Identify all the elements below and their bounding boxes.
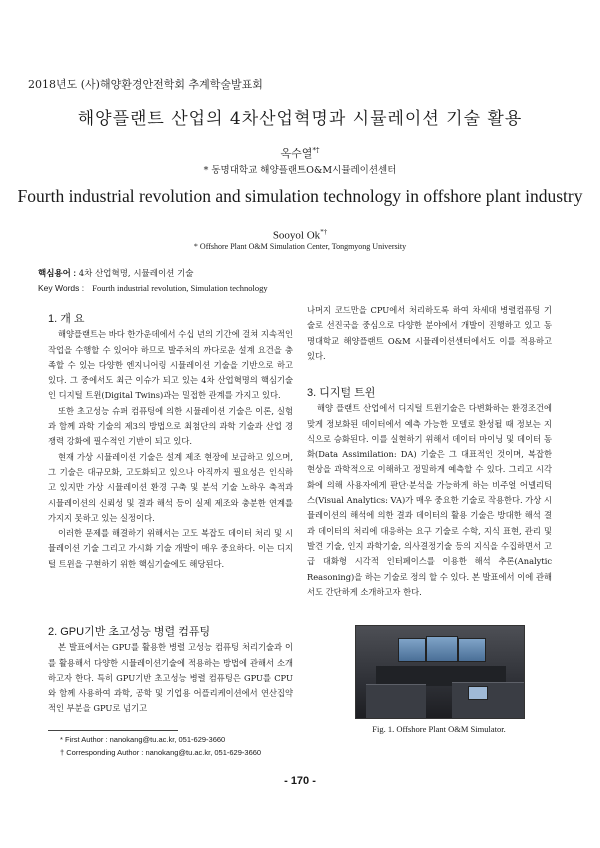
keywords-korean-label: 핵심용어 : xyxy=(38,268,77,278)
console-panel-right xyxy=(452,682,524,719)
paragraph: 해양플랜트는 바다 한가운데에서 수십 년의 기간에 걸쳐 지속적인 작업을 수행할 수 있어야 하므로 발주처의 까다로운 설계 요건을 충족할 수 있는 다양한 엔지니어링 시뮬레이션 기술을 기반으로 하고 있다. 그 중에서도 최근 이슈가 되고 있는 4차 산업혁명의 핵심기술인 디지털 트윈(Digital Twins)과는 밀접한 관계를 가지고 있다. xyxy=(48,329,293,401)
section-introduction xyxy=(48,312,293,572)
section-heading: 1. 개 요 xyxy=(48,313,85,325)
screen-right xyxy=(458,638,486,662)
author-korean xyxy=(0,145,600,161)
section-heading: 2. GPU기반 초고성능 병렬 컴퓨팅 xyxy=(48,626,211,638)
paragraph: 이러한 문제를 해결하기 위해서는 고도 복잡도 데이터 처리 및 시뮬레이션 기술 그리고 가시화 기술 개발이 매우 중요하다. 이는 디지털 트윈을 구현하기 위한 핵심기술에도 해당된다. xyxy=(48,528,293,569)
keywords-english-label: Key Words : xyxy=(38,283,85,293)
section-gpu-continuation xyxy=(307,303,552,364)
paragraph: 본 발표에서는 GPU를 활용한 병렬 고성능 컴퓨팅 처리기술과 이를 활용해서 다양한 시뮬레이션기술에 적용하는 방법에 관해서 소개하고자 한다. 특히 GPU기반 초고성능 병렬 컴퓨팅은 GPU를 CPU와 함께 사용하여 과학, 공학 및 기업용 어플리케이션에서 연산집약적인 부분을 GPU로 넘기고 xyxy=(48,642,293,714)
section-gpu-computing xyxy=(48,625,293,717)
footnote-corresponding-author: † Corresponding Author : nanokang@tu.ac.kr, 051-629-3660 xyxy=(60,747,262,757)
section-digital-twin xyxy=(307,386,552,600)
author-english xyxy=(0,228,600,242)
keywords-korean-text: 4차 산업혁명, 시뮬레이션 기술 xyxy=(78,269,194,279)
console-monitor xyxy=(468,686,488,700)
conference-header: 2018년도 (사)해양환경안전학회 추계학술발표회 xyxy=(28,78,263,91)
affiliation-english: * Offshore Plant O&M Simulation Center, Tongmyong University xyxy=(193,242,407,251)
author-korean-name: 옥수열 xyxy=(280,147,313,160)
keywords-english xyxy=(38,281,268,296)
footnote-first-author: * First Author : nanokang@tu.ac.kr, 051-629-3660 xyxy=(60,735,226,744)
paragraph: 나머지 코드만을 CPU에서 처리하도록 하여 차세대 병렬컴퓨팅 기술로 선진국을 중심으로 다양한 분야에서 개발이 진행하고 있고 동명대학교 해양플랜트 O&M 시뮬레이션센터에서도 이를 적용하고 있다. xyxy=(307,305,552,361)
title-korean: 해양플랜트 산업의 4차산업혁명과 시뮬레이션 기술 활용 xyxy=(77,109,523,129)
page-number: - 170 - xyxy=(284,775,316,787)
paragraph: 현재 가상 시뮬레이션 기술은 설계 제조 현장에 보급하고 있으며, 그 기술은 대규모화, 고도화되고 있으나 아직까지 필요성은 인식하고 있지만 가상 시뮬레이션 환경 구축 및 분석 기술 노하우 축적과 시뮬레이션의 신뢰성 및 결과 해석 등이 실제 제조와 충분한 연계를 가지지 못하고 있는 실정이다. xyxy=(48,451,293,523)
affiliation-korean: * 동명대학교 해양플랜트O&M시뮬레이션센터 xyxy=(203,165,397,176)
screen-center xyxy=(426,636,458,662)
console-panel-left xyxy=(366,684,426,719)
author-english-mark: *† xyxy=(320,228,328,236)
simulator-photo xyxy=(355,625,525,719)
author-english-name: Sooyol Ok xyxy=(272,229,321,242)
keywords-english-text: Fourth industrial revolution, Simulation technology xyxy=(92,283,268,293)
section-heading: 3. 디지털 트윈 xyxy=(307,387,376,399)
screen-left xyxy=(398,638,426,662)
footnote-divider xyxy=(48,730,178,731)
keywords-block xyxy=(38,266,268,296)
title-english: Fourth industrial revolution and simulation technology in offshore plant industry xyxy=(17,186,583,206)
paragraph: 해양 플랜트 산업에서 디지털 트윈기술은 다변화하는 환경조건에 맞게 정보화된 데이터에서 예측 가능한 모델로 환성될 때 정보는 지식으로 승화된다. 이를 실현하기 위해서 데이터 마이닝 및 데이터 동화(Data Assimilation: DA) 기술은 그 대표적인 것이며, 복잡한 현상을 과학적으로 이해하고 정밀하게 예측할 수 있다. 그리고 시각화에 의해 사용자에게 판단·분석을 가능하게 하는 비주얼 어넬리틱스(Visual Analytics: VA)가 매우 중요한 기술로 작용한다. 가상 시뮬레이션의 해석에 의한 결과 데이터의 활용 기술은 방대한 해석 결과 데이터의 처리에 대응하는 요구 기술로 수학, 지식 표현, 관리 및 발견 기술, 인지 과학기술, 의사결정기술 등의 지식을 수집하면서 고급 대화형 시각적 인터페이스를 이용한 해석 추론(Analytic Reasoning)을 하는 기술로 정의 할 수 있다. 본 발표에서 이에 관해서도 간단하게 소개하고자 한다. xyxy=(307,403,552,597)
keywords-korean xyxy=(38,266,268,281)
paragraph: 또한 초고성능 슈퍼 컴퓨팅에 의한 시뮬레이션 기술은 이론, 실험과 함께 과학 기술의 제3의 방법으로 최첨단의 과학 기술과 산업 경쟁력 강화에 필수적인 기반이 되고 있다. xyxy=(48,405,293,447)
author-korean-mark: *† xyxy=(312,146,320,155)
figure-caption: Fig. 1. Offshore Plant O&M Simulator. xyxy=(372,724,506,734)
footnotes xyxy=(60,734,261,759)
